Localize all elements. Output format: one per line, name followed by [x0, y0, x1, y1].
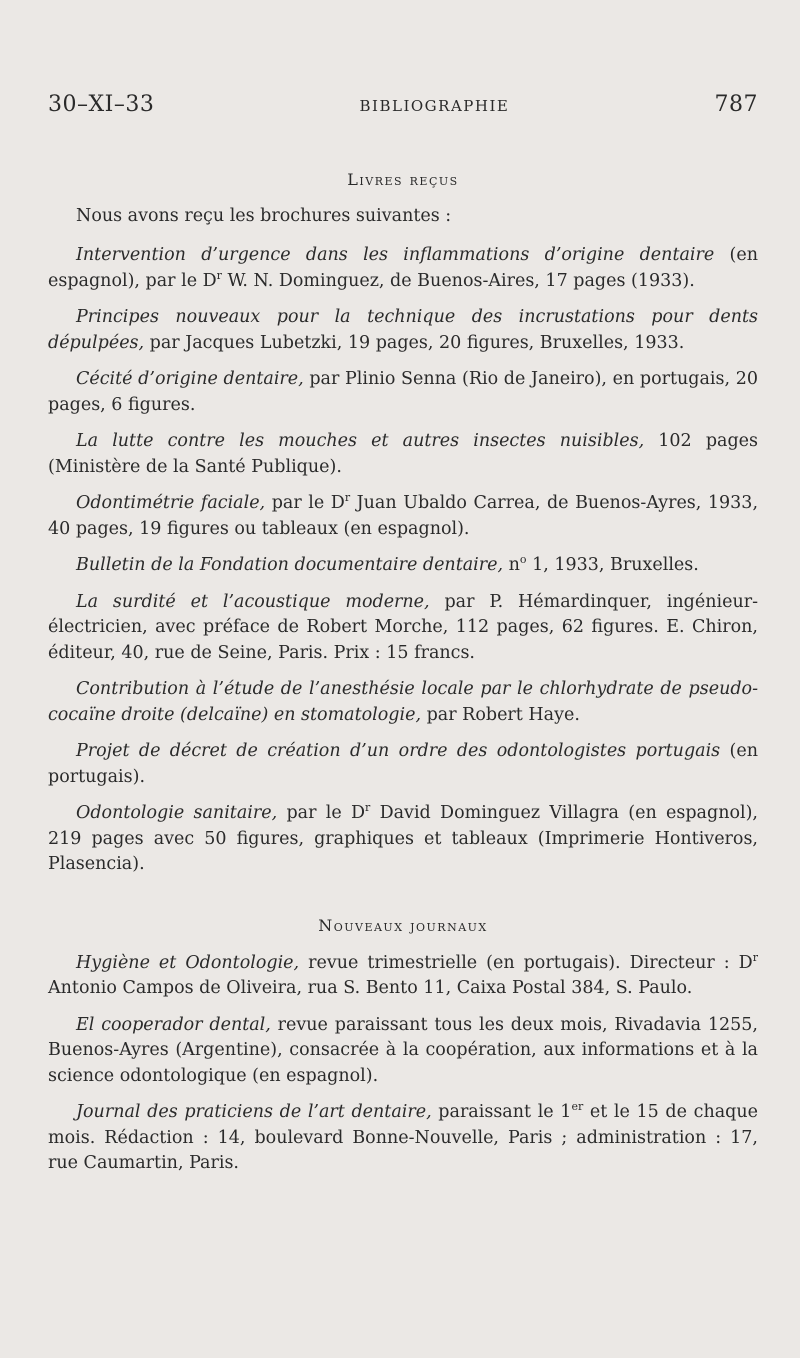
entry-title: Hygiène et Odontologie, [76, 952, 300, 973]
entry-text: par le D [265, 493, 345, 513]
list-item [48, 1100, 758, 1177]
entry-title: Bulletin de la Fondation documentaire dentaire, [76, 555, 504, 575]
running-header [48, 92, 758, 128]
entry-text: par Robert Haye. [421, 704, 580, 725]
list-item [48, 429, 758, 480]
list-item [48, 243, 758, 294]
entry-sup: r [344, 491, 351, 504]
entry-text: Juan Ubaldo Carrea, de Buenos-Ayres, 1933, 40 pages, 19 figures ou tableaux (en espagnol). [48, 493, 759, 539]
entry-text: n [503, 555, 520, 575]
intro-text: Nous avons reçu les brochures suivantes : [76, 206, 452, 226]
entry-title: Contribution à l’étude de l’anesthésie locale par le chlorhydrate de pseudo-cocaïne droite (delcaïne) en stomatologie, [48, 679, 758, 725]
entry-sup: r [752, 950, 758, 964]
list-item [48, 739, 758, 790]
list-item [48, 1013, 758, 1090]
list-item [48, 491, 758, 542]
entry-title: Odontimétrie faciale, [76, 493, 266, 513]
entry-sup: o [519, 553, 527, 566]
list-item [48, 305, 758, 356]
section-title-livres: Livres reçus [347, 170, 459, 189]
entry-text: Antonio Campos de Oliveira, rua S. Bento 11, Caixa Postal 384, S. Paulo. [48, 978, 693, 998]
list-item [48, 367, 758, 418]
entry-text: paraissant le 1 [431, 1102, 572, 1122]
livres-list [48, 243, 758, 878]
entry-text: (en portugais). [48, 741, 758, 787]
entry-sup: er [571, 1100, 584, 1113]
entry-title: Intervention d’urgence dans les inflammations d’origine dentaire [76, 245, 715, 265]
entry-text: revue paraissant tous les deux mois, Rivadavia 1255, Buenos-Ayres (Argentine), consacrée à la coopération, aux informations et à la science odontologique (en espagnol). [48, 1014, 758, 1086]
entry-sup: r [365, 801, 371, 814]
entry-title: Principes nouveaux pour la technique des incrustations pour dents dépulpées, [48, 307, 758, 353]
entry-text: par Plinio Senna (Rio de Janeiro), en portugais, 20 pages, 6 figures. [48, 369, 758, 415]
list-item [48, 951, 758, 1002]
entry-text: revue trimestrielle (en portugais). Directeur : D [299, 952, 753, 973]
entry-text: (en espagnol), par le D [48, 245, 758, 291]
entry-text: 1, 1933, Bruxelles. [526, 555, 699, 575]
entry-text: W. N. Dominguez, de Buenos-Aires, 17 pages (1933). [221, 270, 695, 291]
header-section: BIBLIOGRAPHIE [359, 97, 510, 115]
entry-title: Odontologie sanitaire, [76, 803, 278, 823]
entry-title: El cooperador dental, [76, 1014, 271, 1035]
entry-title: Projet de décret de création d’un ordre des odontologistes portugais [76, 741, 721, 761]
page-number: 787 [714, 92, 758, 117]
entry-text: par le D [277, 803, 366, 823]
entry-text: David Dominguez Villagra (en espagnol), 219 pages avec 50 figures, graphiques et tableaux (Imprimerie Hontiveros, Plasencia). [48, 803, 758, 874]
entry-sup: r [216, 268, 222, 282]
entry-title: Cécité d’origine dentaire, [76, 369, 304, 389]
entry-title: Journal des praticiens de l’art dentaire, [76, 1102, 432, 1122]
entry-text: et le 15 de chaque mois. Rédaction : 14, boulevard Bonne-Nouvelle, Paris ; administration : 17, rue Caumartin, Paris. [48, 1102, 758, 1173]
entry-title: La surdité et l’acoustique moderne, [76, 591, 430, 612]
list-item [48, 677, 758, 728]
list-item [48, 553, 758, 579]
entry-text: par P. Hémardinquer, ingénieur-électricien, avec préface de Robert Morche, 112 pages, 62 figures. E. Chiron, éditeur, 40, rue de Seine, Paris. Prix : 15 francs. [48, 591, 758, 663]
list-item [48, 590, 758, 667]
list-item [48, 801, 758, 878]
journaux-list [48, 951, 758, 1177]
header-date: 30–XI–33 [48, 92, 155, 117]
section-title-journaux: Nouveaux journaux [318, 915, 488, 935]
entry-title: La lutte contre les mouches et autres insectes nuisibles, [76, 431, 645, 451]
entry-text: 102 pages (Ministère de la Santé Publique). [48, 431, 759, 477]
entry-text: par Jacques Lubetzki, 19 pages, 20 figures, Bruxelles, 1933. [144, 332, 685, 353]
